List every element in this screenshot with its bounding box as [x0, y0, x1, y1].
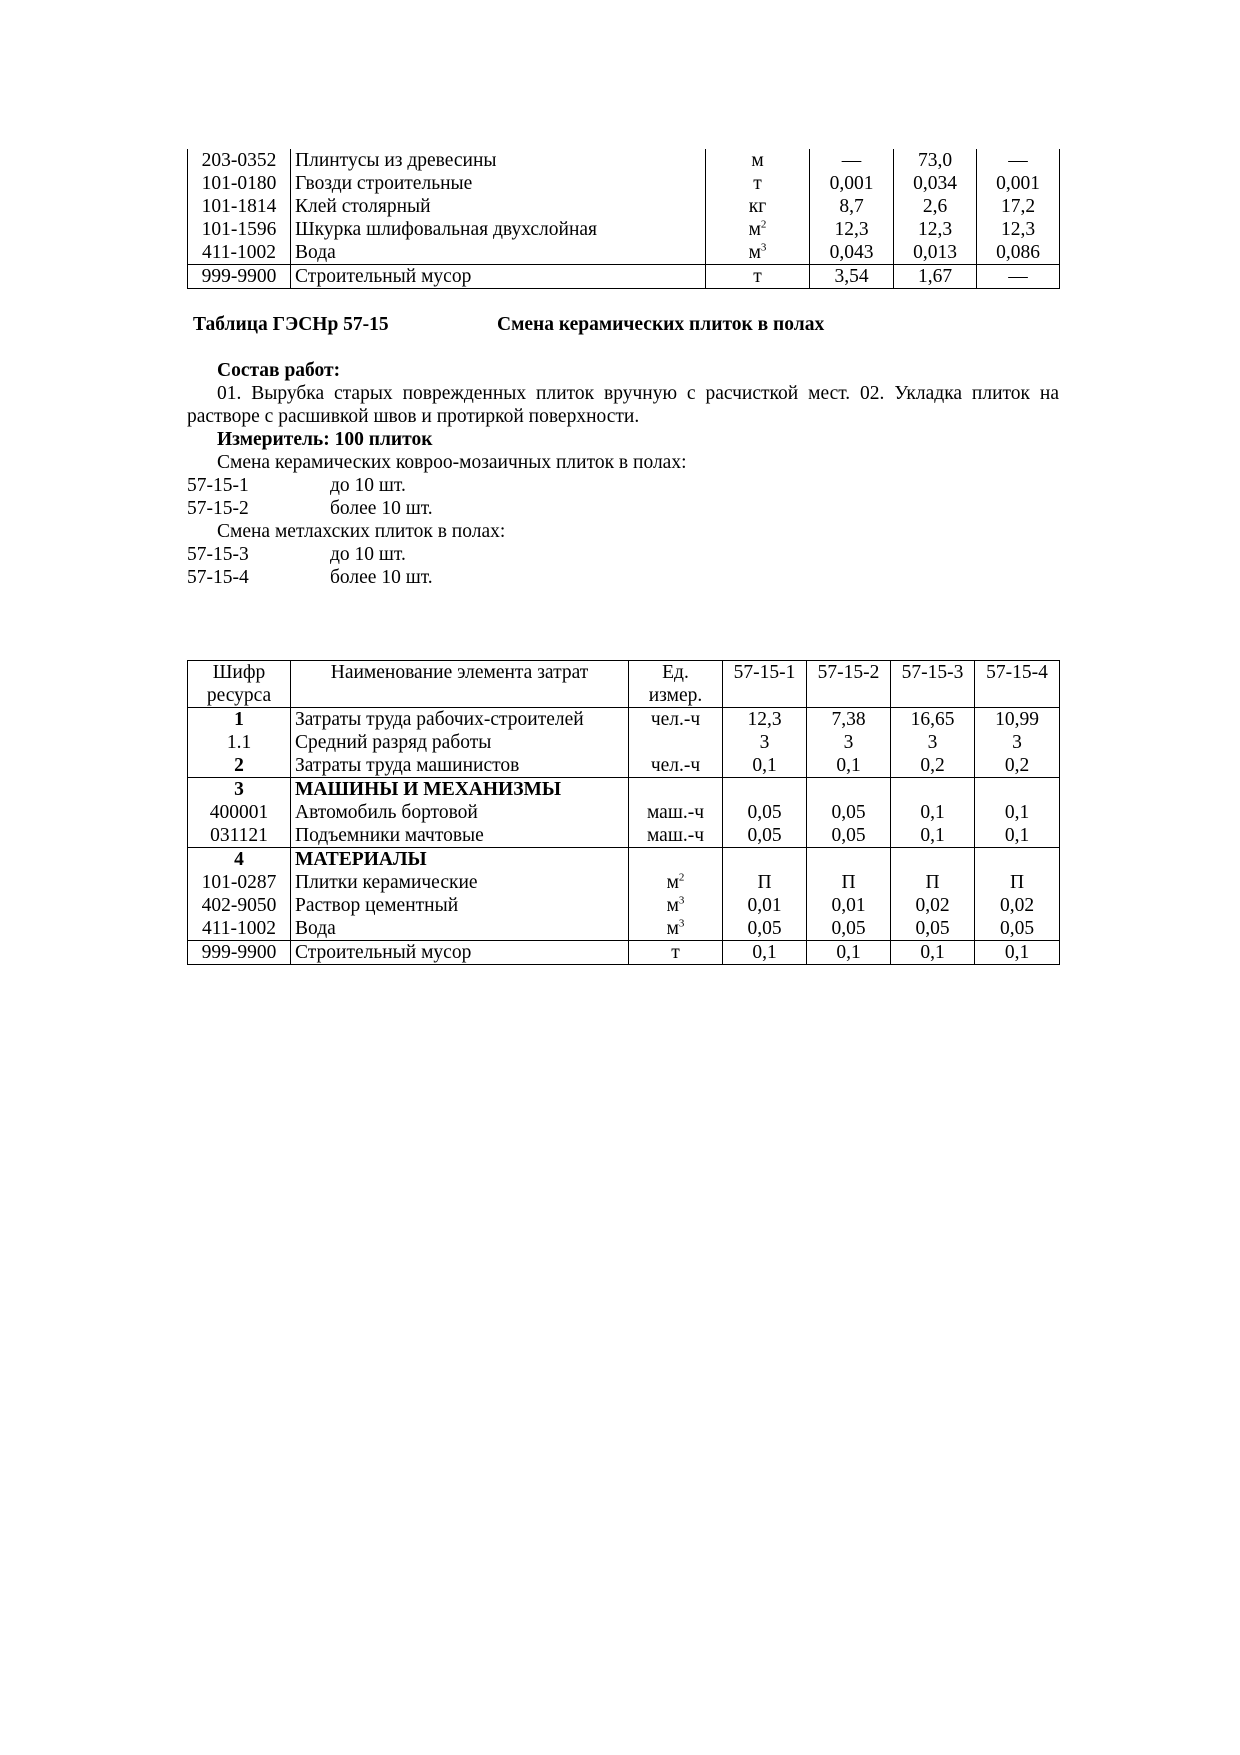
value-cell: П	[891, 871, 975, 894]
resource-code: 101-1814	[188, 195, 291, 218]
resource-name: Средний разряд работы	[291, 731, 629, 754]
list-item	[187, 497, 1059, 520]
value-cell: 0,1	[891, 801, 975, 824]
resource-name: Подъемники мачтовые	[291, 824, 629, 848]
resource-unit: маш.-ч	[629, 801, 723, 824]
value-cell: 0,1	[723, 754, 807, 778]
value-cell: 0,001	[977, 172, 1060, 195]
resource-name: Плитки керамические	[291, 871, 629, 894]
value-cell: 12,3	[894, 218, 977, 241]
item-code: 57-15-1	[187, 475, 249, 496]
empty-cell	[975, 778, 1060, 802]
resource-name: Шкурка шлифовальная двухслойная	[291, 218, 706, 241]
resource-name: Автомобиль бортовой	[291, 801, 629, 824]
resource-name: Гвозди строительные	[291, 172, 706, 195]
value-cell: 16,65	[891, 708, 975, 732]
group-heading: Смена керамических ковроо-мозаичных плиток в полах:	[217, 452, 687, 473]
table-row	[188, 149, 1060, 172]
value-cell: 0,1	[891, 941, 975, 965]
value-cell: 0,001	[810, 172, 894, 195]
resource-code: 2	[188, 754, 291, 778]
value-cell: 0,043	[810, 241, 894, 265]
table-row	[188, 917, 1060, 941]
resource-code: 031121	[188, 824, 291, 848]
value-cell: 0,05	[723, 801, 807, 824]
resource-name: Строительный мусор	[291, 941, 629, 965]
list-item	[187, 566, 1059, 589]
value-cell: 12,3	[810, 218, 894, 241]
header-name: Наименование элемента затрат	[291, 661, 629, 708]
empty-cell	[891, 778, 975, 802]
group-heading: Смена метлахских плиток в полах:	[217, 521, 506, 542]
resource-code: 101-0180	[188, 172, 291, 195]
empty-cell	[807, 848, 891, 872]
resource-code: 411-1002	[188, 917, 291, 941]
table-row	[188, 824, 1060, 848]
empty-cell	[975, 848, 1060, 872]
value-cell: 0,05	[723, 917, 807, 941]
table-row	[188, 708, 1060, 732]
section-title: Смена керамических плиток в полах	[497, 314, 825, 335]
resource-code: 1	[188, 708, 291, 732]
value-cell: 10,99	[975, 708, 1060, 732]
resource-name: Затраты труда рабочих-строителей	[291, 708, 629, 732]
value-cell: 7,38	[807, 708, 891, 732]
resource-code: 999-9900	[188, 265, 291, 289]
table-label: Таблица ГЭСНр 57-15	[193, 314, 389, 335]
table-header-row	[188, 661, 1060, 708]
header-col: 57-15-2	[807, 661, 891, 708]
item-desc: до 10 шт.	[330, 544, 406, 565]
item-code: 57-15-4	[187, 567, 249, 588]
resource-code: 101-1596	[188, 218, 291, 241]
value-cell: П	[975, 871, 1060, 894]
group-title: МАТЕРИАЛЫ	[291, 848, 629, 872]
item-code: 57-15-3	[187, 544, 249, 565]
resource-name: Вода	[291, 241, 706, 265]
resource-unit: маш.-ч	[629, 824, 723, 848]
value-cell: П	[807, 871, 891, 894]
table-row	[188, 195, 1060, 218]
value-cell: 73,0	[894, 149, 977, 172]
value-cell: 0,1	[975, 941, 1060, 965]
item-desc: более 10 шт.	[330, 567, 433, 588]
value-cell: П	[723, 871, 807, 894]
resource-unit: м	[706, 149, 810, 172]
main-resource-table	[187, 660, 1060, 965]
table-row	[188, 941, 1060, 965]
value-cell: 0,05	[807, 824, 891, 848]
table-row	[188, 871, 1060, 894]
table-row	[188, 218, 1060, 241]
resource-code: 400001	[188, 801, 291, 824]
header-col: 57-15-4	[975, 661, 1060, 708]
value-cell: 0,013	[894, 241, 977, 265]
resource-code: 999-9900	[188, 941, 291, 965]
measure-unit: Измеритель: 100 плиток	[217, 429, 433, 450]
resource-unit: чел.-ч	[629, 754, 723, 778]
empty-cell	[891, 848, 975, 872]
value-cell: 17,2	[977, 195, 1060, 218]
resource-code: 411-1002	[188, 241, 291, 265]
value-cell: 0,05	[807, 917, 891, 941]
value-cell: 0,1	[975, 801, 1060, 824]
header-col: 57-15-3	[891, 661, 975, 708]
resource-unit: т	[629, 941, 723, 965]
value-cell: 0,05	[891, 917, 975, 941]
empty-cell	[629, 848, 723, 872]
value-cell: 3	[807, 731, 891, 754]
work-text: 01. Вырубка старых поврежденных плиток вручную с расчисткой мест. 02. Укладка плиток на растворе с расшивкой швов и протиркой поверхности.	[187, 383, 1059, 427]
resource-unit: $м^2$	[629, 871, 723, 894]
value-cell: 3	[975, 731, 1060, 754]
resource-unit: $м^3$	[629, 894, 723, 917]
value-cell: 0,1	[723, 941, 807, 965]
value-cell: 0,05	[807, 801, 891, 824]
resource-name: Вода	[291, 917, 629, 941]
item-desc: до 10 шт.	[330, 475, 406, 496]
value-cell: —	[810, 149, 894, 172]
value-cell: 0,2	[891, 754, 975, 778]
resource-name: Раствор цементный	[291, 894, 629, 917]
table-row	[188, 731, 1060, 754]
item-code: 57-15-2	[187, 498, 249, 519]
value-cell: 0,05	[975, 917, 1060, 941]
value-cell: 0,034	[894, 172, 977, 195]
value-cell: 0,1	[807, 941, 891, 965]
item-desc: более 10 шт.	[330, 498, 433, 519]
table-row	[188, 241, 1060, 265]
value-cell: 3	[891, 731, 975, 754]
resource-unit: т	[706, 265, 810, 289]
table-row	[188, 894, 1060, 917]
value-cell: 0,086	[977, 241, 1060, 265]
resource-unit: чел.-ч	[629, 708, 723, 732]
top-resource-table	[187, 149, 1060, 289]
resource-code: 101-0287	[188, 871, 291, 894]
resource-name: Клей столярный	[291, 195, 706, 218]
value-cell: 1,67	[894, 265, 977, 289]
header-code: Шифр ресурса	[188, 661, 291, 708]
value-cell: —	[977, 265, 1060, 289]
value-cell: 0,1	[975, 824, 1060, 848]
value-cell: 12,3	[723, 708, 807, 732]
group-code: 4	[188, 848, 291, 872]
empty-cell	[629, 778, 723, 802]
table-row	[188, 754, 1060, 778]
value-cell: 3	[723, 731, 807, 754]
work-heading: Состав работ:	[217, 360, 341, 381]
table-row	[188, 265, 1060, 289]
value-cell: 12,3	[977, 218, 1060, 241]
resource-code: 1.1	[188, 731, 291, 754]
value-cell: 0,01	[807, 894, 891, 917]
resource-unit: $м^2$	[706, 218, 810, 241]
resource-unit: кг	[706, 195, 810, 218]
value-cell: 0,2	[975, 754, 1060, 778]
value-cell: 3,54	[810, 265, 894, 289]
resource-name: Строительный мусор	[291, 265, 706, 289]
resource-unit: $м^3$	[706, 241, 810, 265]
value-cell: 0,1	[807, 754, 891, 778]
table-row	[188, 172, 1060, 195]
group-code: 3	[188, 778, 291, 802]
list-item	[187, 543, 1059, 566]
empty-cell	[723, 848, 807, 872]
value-cell: 0,02	[975, 894, 1060, 917]
value-cell: —	[977, 149, 1060, 172]
resource-code: 203-0352	[188, 149, 291, 172]
group-header-row	[188, 848, 1060, 872]
list-item	[187, 474, 1059, 497]
group-title: МАШИНЫ И МЕХАНИЗМЫ	[291, 778, 629, 802]
value-cell: 0,05	[723, 824, 807, 848]
resource-unit: т	[706, 172, 810, 195]
table-row	[188, 801, 1060, 824]
value-cell: 0,01	[723, 894, 807, 917]
value-cell: 2,6	[894, 195, 977, 218]
empty-cell	[807, 778, 891, 802]
header-col: 57-15-1	[723, 661, 807, 708]
resource-unit: $м^3$	[629, 917, 723, 941]
value-cell: 8,7	[810, 195, 894, 218]
value-cell: 0,02	[891, 894, 975, 917]
group-header-row	[188, 778, 1060, 802]
resource-unit	[629, 731, 723, 754]
header-unit: Ед. измер.	[629, 661, 723, 708]
resource-name: Плинтусы из древесины	[291, 149, 706, 172]
resource-name: Затраты труда машинистов	[291, 754, 629, 778]
value-cell: 0,1	[891, 824, 975, 848]
resource-code: 402-9050	[188, 894, 291, 917]
empty-cell	[723, 778, 807, 802]
